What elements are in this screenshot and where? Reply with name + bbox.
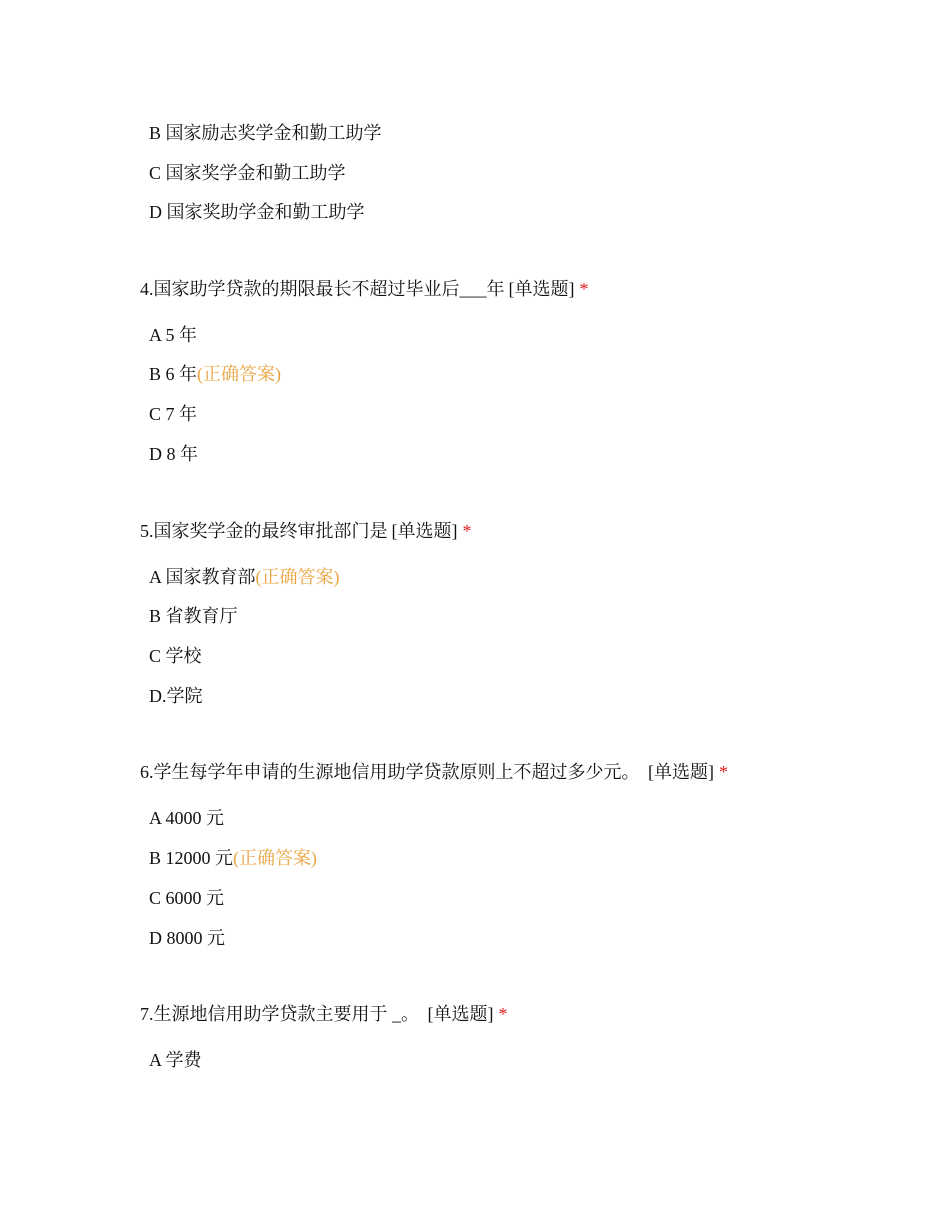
correct-answer-marker: (正确答案): [233, 848, 318, 868]
q4-option-b: [149, 362, 281, 386]
q5-option-b: [149, 604, 238, 628]
option-text: D 国家奖助学金和勤工助学: [149, 202, 365, 222]
option-text: B 国家励志奖学金和勤工助学: [149, 123, 382, 143]
option-text: D.学院: [149, 686, 203, 706]
q6-option-a: [149, 806, 224, 830]
option-text: A 4000 元: [149, 808, 225, 828]
q3-option-c: [149, 161, 346, 185]
question-type: [单选题]: [508, 279, 575, 299]
q5-option-c: [149, 644, 202, 668]
option-text: B 省教育厅: [149, 606, 238, 626]
option-text: C 学校: [149, 646, 202, 666]
required-mark: *: [579, 279, 589, 299]
option-text: B 12000 元: [149, 848, 234, 868]
required-mark: *: [498, 1004, 508, 1024]
option-text: A 国家教育部: [149, 567, 256, 587]
question-5-title: [140, 519, 472, 543]
q5-option-a: [149, 565, 340, 589]
option-text: C 7 年: [149, 404, 198, 424]
q6-option-c: [149, 886, 224, 910]
question-type: [单选题]: [391, 521, 458, 541]
q7-option-a: [149, 1048, 202, 1072]
option-text: D 8000 元: [149, 928, 225, 948]
q4-option-d: [149, 442, 198, 466]
option-text: B 6 年: [149, 364, 198, 384]
q3-option-b: [149, 121, 382, 145]
option-text: C 6000 元: [149, 888, 225, 908]
correct-answer-marker: (正确答案): [255, 567, 340, 587]
option-text: A 学费: [149, 1050, 202, 1070]
question-text: 7.生源地信用助学贷款主要用于 _。: [140, 1004, 419, 1024]
question-text: 5.国家奖学金的最终审批部门是: [140, 521, 388, 541]
question-7-title: [140, 1002, 508, 1026]
required-mark: *: [462, 521, 472, 541]
q6-option-b: [149, 846, 317, 870]
question-6-title: [140, 760, 728, 784]
question-type: [单选题]: [423, 1004, 494, 1024]
q6-option-d: [149, 926, 225, 950]
question-text: 4.国家助学贷款的期限最长不超过毕业后___年: [140, 279, 505, 299]
q5-option-d: [149, 684, 203, 708]
option-text: C 国家奖学金和勤工助学: [149, 163, 346, 183]
question-type: [单选题]: [643, 762, 714, 782]
q3-option-d: [149, 200, 365, 224]
option-text: D 8 年: [149, 444, 198, 464]
q4-option-c: [149, 402, 197, 426]
option-text: A 5 年: [149, 325, 198, 345]
required-mark: *: [719, 762, 728, 782]
q4-option-a: [149, 323, 197, 347]
question-4-title: [140, 277, 589, 301]
correct-answer-marker: (正确答案): [197, 364, 282, 384]
question-text: 6.学生每学年申请的生源地信用助学贷款原则上不超过多少元。: [140, 762, 640, 782]
